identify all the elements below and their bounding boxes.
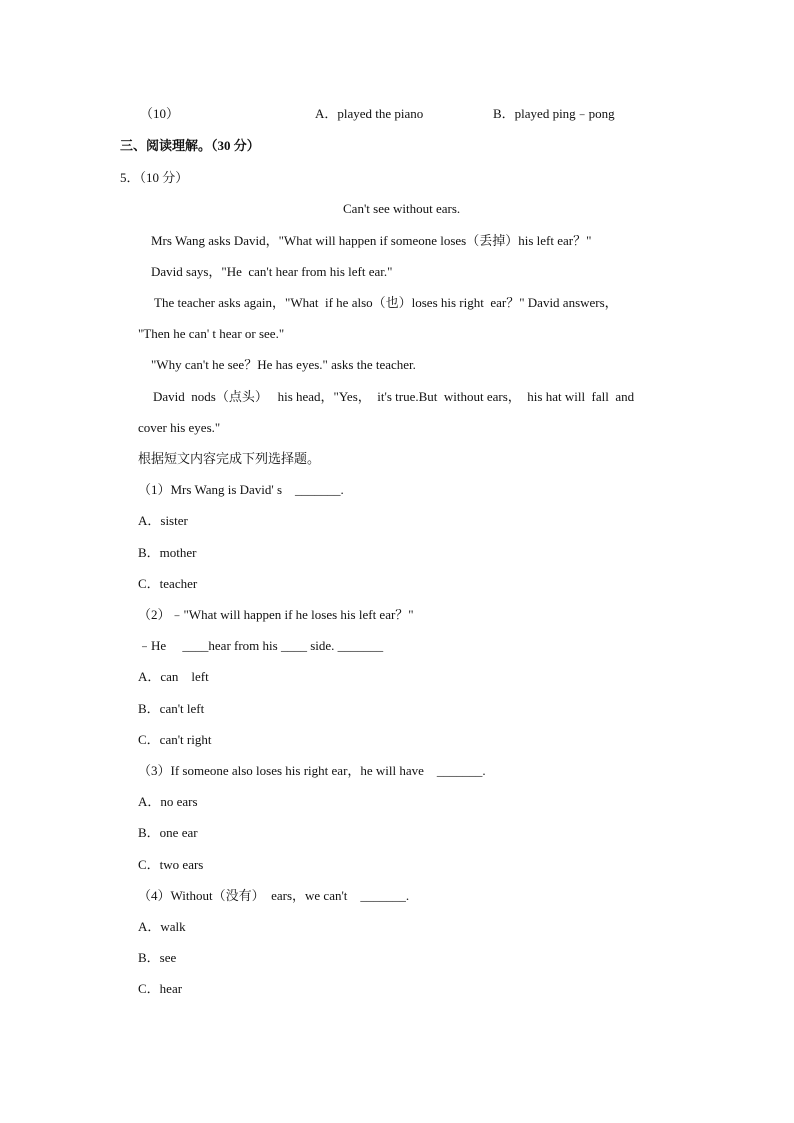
question-stem: （2）﹣"What will happen if he loses his left ear？" [138,607,414,622]
answer-option: B．one ear [138,825,198,840]
question-number: 5．（10 分） [120,170,189,185]
answer-option: C．hear [138,981,183,996]
passage-line: David nods（点头） his head，"Yes， it's true.But without ears， his hat will fall and [153,389,635,404]
option-a: A．played the piano [315,106,424,121]
passage-line: cover his eyes." [138,420,221,435]
question-stem: （1）Mrs Wang is David' s _______. [138,482,344,497]
answer-option: A．sister [138,513,188,528]
passage-line: "Then he can' t hear or see." [138,326,285,341]
section-title: 三、阅读理解。（30 分） [120,138,260,153]
answer-option: C．two ears [138,857,204,872]
answer-option: A．walk [138,919,186,934]
answer-option: B．see [138,950,177,965]
passage-line: David says，"He can't hear from his left ear." [151,264,393,279]
question-stem-reply: ﹣He ____hear from his ____ side. _______ [138,638,384,653]
passage-line: "Why can't he see？He has eyes." asks the teacher. [151,357,416,372]
answer-option: A．no ears [138,794,198,809]
instruction: 根据短文内容完成下列选择题。 [138,451,321,466]
question-stem: （4）Without（没有） ears，we can't _______. [138,888,410,903]
answer-option: B．can't left [138,701,205,716]
question-stem: （3）If someone also loses his right ear，he will have _______. [138,763,486,778]
answer-option: C．teacher [138,576,198,591]
answer-option: B．mother [138,545,197,560]
option-b: B．played ping﹣pong [493,106,615,121]
answer-option: A．can left [138,669,209,684]
passage-line: The teacher asks again，"What if he also（也）loses his right ear？" David answers， [154,295,618,310]
question-10-number: （10） [140,106,180,121]
passage-line: Mrs Wang asks David，"What will happen if someone loses（丢掉）his left ear？" [151,233,592,248]
answer-option: C．can't right [138,732,212,747]
passage-title: Can't see without ears. [343,201,461,216]
